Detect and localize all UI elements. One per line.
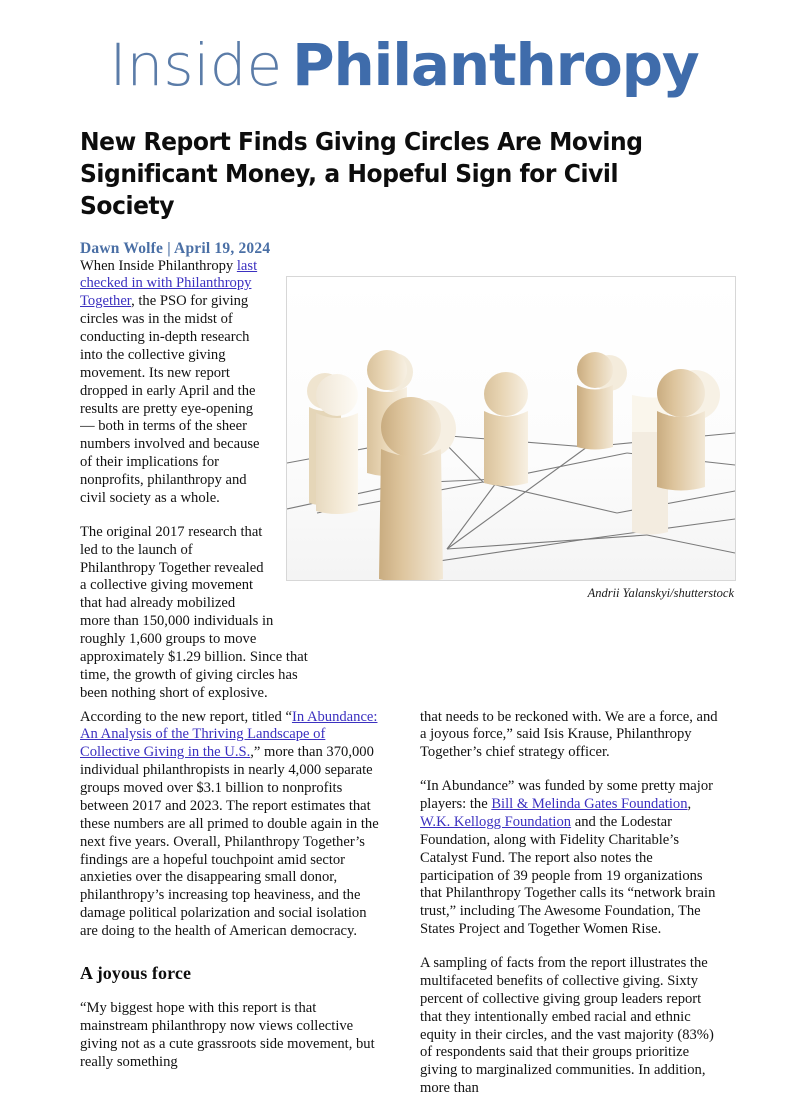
two-column-section	[80, 709, 736, 1098]
article-top-section	[80, 258, 736, 707]
paragraph-1-text-a: When Inside Philanthropy	[80, 257, 237, 274]
paragraph-2: The original 2017 research that led to the launch of Philanthropy Together revealed a collective giving movement that had already mobilized more than 150,000 individuals in roughly 1,600 groups to move approximately $1.29 billion. Since that time, the growth of giving circles has been nothing short of explosive.	[80, 523, 308, 701]
lead-column	[80, 258, 320, 703]
logo-word-inside: Inside	[109, 31, 283, 99]
paragraph-6-text-a: “In Abundance” was funded by some pretty major players: the	[420, 778, 714, 813]
paragraph-1-text-b: , the PSO for giving circles was in the midst of conducting in-depth research into the collective giving movement. Its new report dropped in early April and the results are pretty eye-opening — both in terms of the sheer numbers involved and because of their implications for nonprofits, philanthropy and civil society as a whole.	[80, 293, 260, 506]
byline-date: April 19, 2024	[174, 239, 271, 257]
link-gates-foundation[interactable]: Bill & Melinda Gates Foundation	[491, 796, 688, 813]
paragraph-5: that needs to be reckoned with. We are a force, and a joyous force,” said Isis Krause, Philanthropy Together’s chief strategy officer.	[420, 708, 718, 761]
article-byline	[80, 240, 736, 258]
column-left	[80, 709, 380, 1098]
article-figure	[286, 276, 736, 601]
section-subheading-a-joyous-force: A joyous force	[80, 962, 192, 983]
article-container	[0, 126, 808, 1098]
link-last-checked-in[interactable]: last checked in with Philanthropy Together	[80, 257, 258, 310]
paragraph-7: A sampling of facts from the report illustrates the multifaceted benefits of collective giving. Sixty percent of collective giving group leaders report that they intentionally embed racial and ethnic equity in their circles, and the vast majority (83%) of respondents said that their groups prioritize giving to marginalized communities. In addition, more than	[420, 955, 714, 1097]
site-masthead	[0, 0, 808, 100]
byline-separator: |	[167, 239, 171, 257]
wooden-figure-center	[484, 372, 528, 486]
paragraph-4: “My biggest hope with this report is that mainstream philanthropy now views collective giving not as a cute grassroots side movement, but really something	[80, 999, 375, 1070]
link-in-abundance-report[interactable]: In Abundance: An Analysis of the Thriving Landscape of Collective Giving in the U.S.	[80, 708, 378, 761]
article-headline: New Report Finds Giving Circles Are Moving Significant Money, a Hopeful Sign for Civil Society	[80, 127, 643, 220]
paragraph-3-text-a: According to the new report, titled “	[80, 708, 292, 725]
article-photo	[286, 276, 736, 581]
wooden-figure-left-rear	[307, 373, 358, 514]
paragraph-6-text-b: and the Lodestar Foundation, along with Fidelity Charitable’s Catalyst Fund. The report also notes the participation of 39 people from 19 organizations that Philanthropy Together calls its “network brain trust,” including The Awesome Foundation, The States Project and Together Women Rise.	[420, 813, 716, 938]
column-right	[420, 709, 720, 1098]
paragraph-1	[80, 258, 320, 508]
byline-author: Dawn Wolfe	[80, 239, 164, 257]
photo-caption: Andrii Yalanskyi/shutterstock	[587, 585, 734, 600]
paragraph-6	[420, 778, 720, 939]
paragraph-3	[80, 709, 380, 941]
site-logo[interactable]	[109, 31, 699, 99]
wooden-figures-network-illustration	[287, 277, 735, 580]
paragraph-6-text-mid: ,	[687, 796, 692, 813]
logo-word-philanthropy: Philanthropy	[292, 31, 699, 99]
paragraph-3-text-b: ,” more than 370,000 individual philanthropists in nearly 4,000 separate groups moved over $3.1 billion to nonprofits between 2017 and 2023. The report estimates that these numbers are all primed to double again in the next five years. Overall, Philanthropy Together’s findings are a hopeful touchpoint amid sector anxieties over the disappearing small donor, philanthropy’s increasing top heaviness, and the damage political polarization and social isolation are doing to the health of American democracy.	[80, 744, 379, 940]
link-kellogg-foundation[interactable]: W.K. Kellogg Foundation	[420, 813, 572, 830]
